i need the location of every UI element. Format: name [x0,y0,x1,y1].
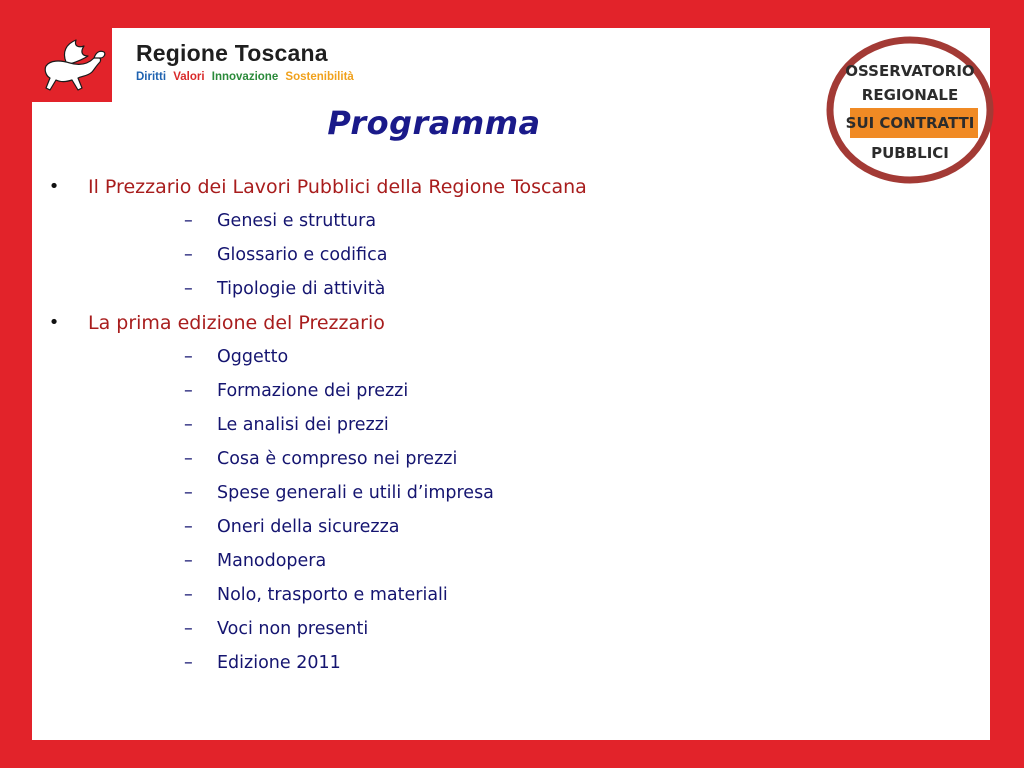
stamp-line-2: REGIONALE [861,86,959,104]
pegasus-icon [36,36,108,98]
list-item-text: Glossario e codifica [217,245,388,265]
list-item: – Voci non presenti [184,619,369,639]
list-item-text: Spese generali e utili d’impresa [217,483,494,503]
stamp-line-1: OSSERVATORIO [845,62,975,80]
list-item-text: Tipologie di attività [217,279,386,299]
observatory-stamp [826,36,994,184]
bullet: • [48,312,60,333]
section-title-2 [44,306,804,340]
bullet: • [48,176,60,197]
list-item-text: Nolo, trasporto e materiali [217,585,448,605]
list-item: – Oneri della sicurezza [184,517,400,537]
list-item: – Tipologie di attività [184,279,386,299]
brand-name: Regione Toscana [136,40,328,66]
list-item-text: Cosa è compreso nei prezzi [217,449,458,469]
slide-title: Programma [327,104,541,142]
tagline-word-2: Valori [173,71,205,83]
list-item: – Le analisi dei prezzi [184,415,389,435]
list-item: – Formazione dei prezzi [184,381,409,401]
tagline [136,71,358,83]
program-content [44,170,804,680]
header-brand [136,40,358,83]
list-item-text: Genesi e struttura [217,211,377,231]
tagline-word-3: Innovazione [211,71,279,83]
list-item: – Spese generali e utili d’impresa [184,483,494,503]
section-title-text: La prima edizione del Prezzario [88,312,385,334]
list-item-text: Voci non presenti [217,619,369,639]
list-item-text: Manodopera [217,551,327,571]
stamp-line-4: PUBBLICI [871,144,949,162]
list-item: – Manodopera [184,551,327,571]
list-item-text: Le analisi dei prezzi [217,415,389,435]
list-item: – Nolo, trasporto e materiali [184,585,448,605]
section-title-text: Il Prezzario dei Lavori Pubblici della Regione Toscana [88,176,587,198]
list-item: – Genesi e struttura [184,211,377,231]
list-item: – Oggetto [184,347,289,367]
list-item-text: Edizione 2011 [217,653,341,673]
stamp-line-3: SUI CONTRATTI [845,114,975,132]
list-item: – Edizione 2011 [184,653,341,673]
list-item: – Glossario e codifica [184,245,388,265]
list-item-text: Oneri della sicurezza [217,517,400,537]
section-1-items [44,204,804,306]
list-item-text: Formazione dei prezzi [217,381,409,401]
tagline-word-1: Diritti [136,71,167,83]
section-title-1 [44,170,804,204]
section-2-items [44,340,804,680]
list-item: – Cosa è compreso nei prezzi [184,449,458,469]
tagline-word-4: Sostenibilità [285,71,354,83]
list-item-text: Oggetto [217,347,289,367]
